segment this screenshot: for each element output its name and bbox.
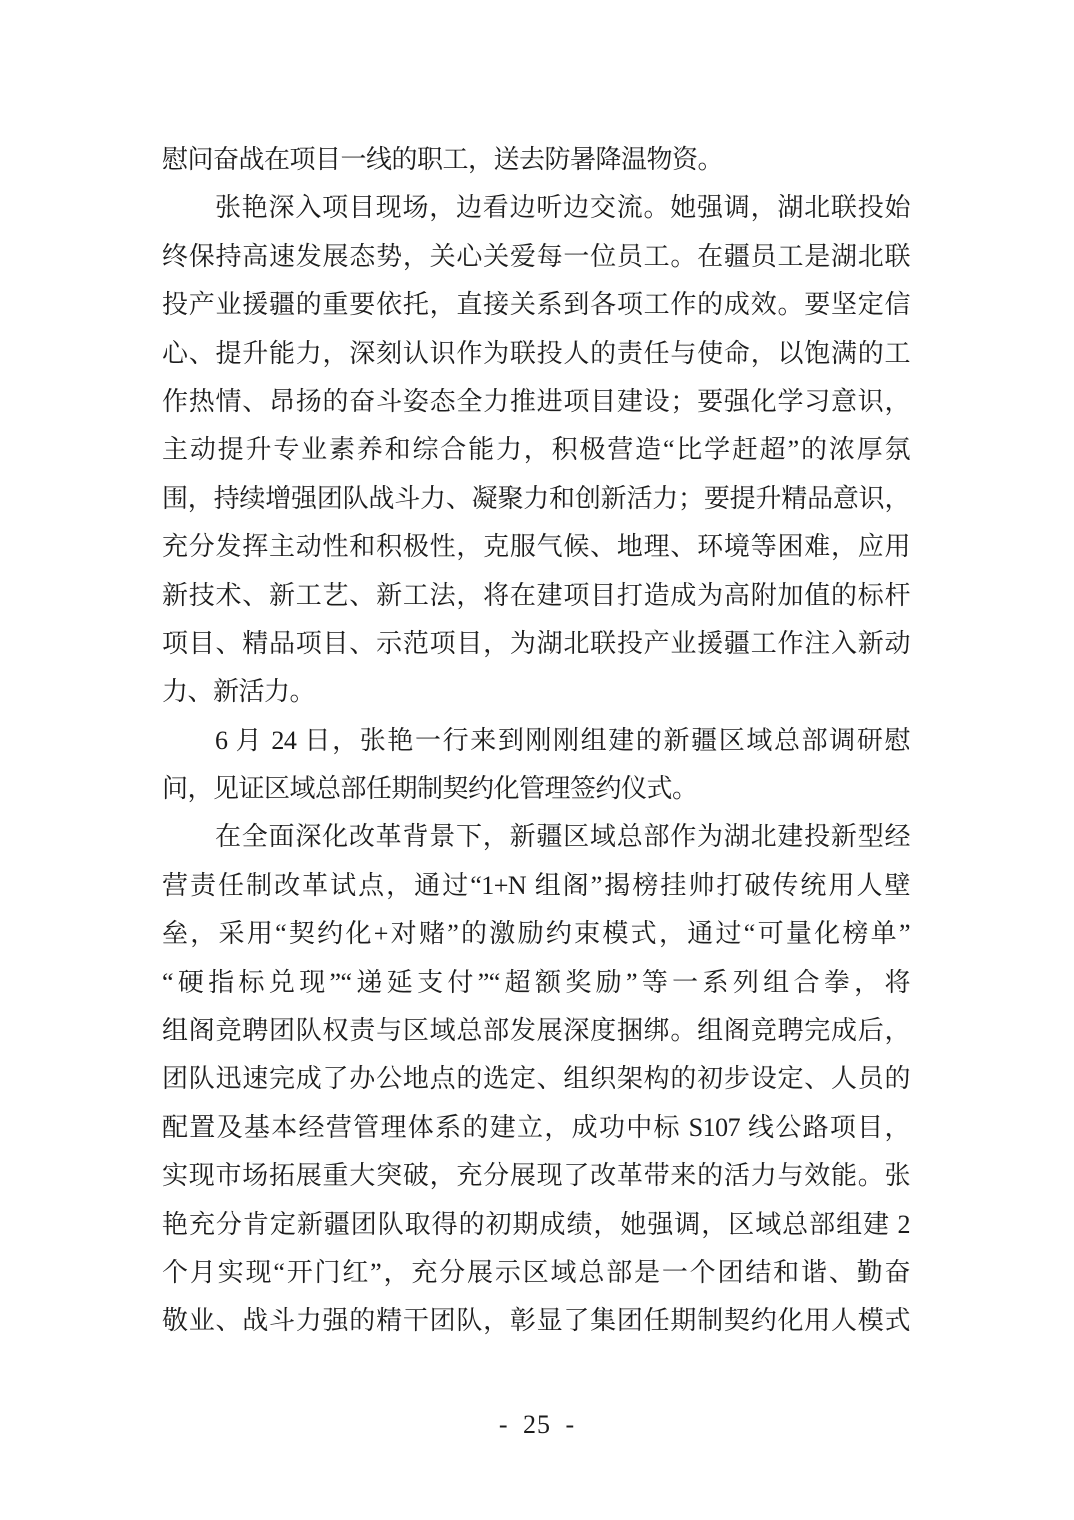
paragraph-line: “硬指标兑现”“递延支付”“超额奖励”等一系列组合拳，将 [162, 967, 910, 997]
paragraph-line: 项目、精品项目、示范项目，为湖北联投产业援疆工作注入新动 [162, 628, 910, 658]
paragraph-line: 慰问奋战在项目一线的职工，送去防暑降温物资。 [162, 145, 724, 174]
paragraph-line: 心、提升能力，深刻认识作为联投人的责任与使命，以饱满的工 [162, 338, 910, 368]
paragraph-line: 垒，采用“契约化+对赌”的激励约束模式，通过“可量化榜单” [162, 919, 910, 949]
paragraph-line: 组阁竞聘团队权责与区域总部发展深度捆绑。组阁竞聘完成后， [162, 1016, 910, 1046]
paragraph-line: 营责任制改革试点，通过“1+N 组阁”揭榜挂帅打破传统用人壁 [162, 870, 910, 900]
paragraph-line: 问，见证区域总部任期制契约化管理签约仪式。 [162, 774, 698, 804]
paragraph-line: 力、新活力。 [162, 677, 316, 707]
paragraph-line: 作热情、昂扬的奋斗姿态全力推进项目建设；要强化学习意识， [162, 386, 910, 416]
paragraph-line: 张艳深入项目现场，边看边听边交流。她强调，湖北联投始 [215, 193, 910, 223]
paragraph-line: 充分发挥主动性和积极性，克服气候、地理、环境等困难，应用 [162, 532, 910, 562]
paragraph-line: 主动提升专业素养和综合能力，积极营造“比学赶超”的浓厚氛 [162, 435, 910, 465]
paragraph-line: 敬业、战斗力强的精干团队，彰显了集团任期制契约化用人模式 [162, 1306, 910, 1336]
paragraph-line: 个月实现“开门红”，充分展示区域总部是一个团结和谐、勤奋 [162, 1257, 910, 1287]
paragraph-line: 实现市场拓展重大突破，充分展现了改革带来的活力与效能。张 [162, 1161, 910, 1191]
paragraph-line: 投产业援疆的重要依托，直接关系到各项工作的成效。要坚定信 [162, 290, 910, 320]
paragraph-line: 围，持续增强团队战斗力、凝聚力和创新活力；要提升精品意识， [162, 483, 910, 513]
paragraph-line: 配置及基本经营管理体系的建立，成功中标 S107 线公路项目， [162, 1112, 910, 1142]
paragraph-line: 在全面深化改革背景下，新疆区域总部作为湖北建投新型经 [215, 822, 910, 852]
paragraph-line: 新技术、新工艺、新工法，将在建项目打造成为高附加值的标杆 [162, 580, 910, 610]
paragraph-line: 终保持高速发展态势，关心关爱每一位员工。在疆员工是湖北联 [162, 241, 910, 271]
body-text [162, 136, 910, 1346]
paragraph-line: 团队迅速完成了办公地点的选定、组织架构的初步设定、人员的 [162, 1064, 910, 1094]
paragraph-line: 6 月 24 日，张艳一行来到刚刚组建的新疆区域总部调研慰 [215, 725, 910, 755]
page-number: - 25 - [498, 1410, 576, 1439]
paragraph-line: 艳充分肯定新疆团队取得的初期成绩，她强调，区域总部组建 2 [162, 1209, 910, 1239]
